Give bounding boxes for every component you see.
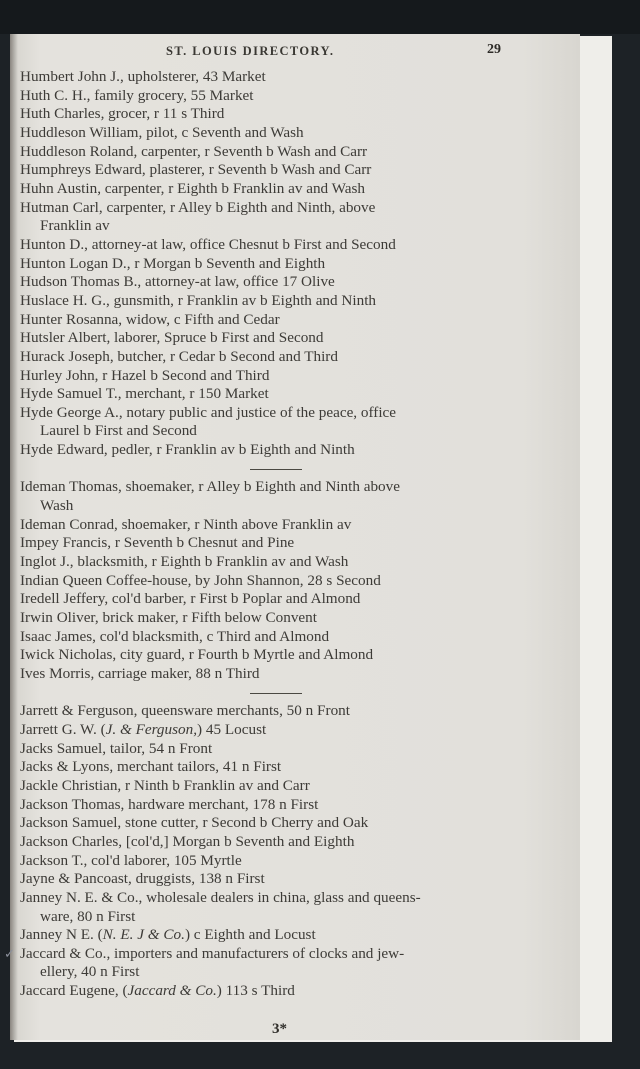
entry-text: Jackson Charles, [col'd,] Morgan b Seventh and Eighth [20,832,355,850]
entry-continuation-line [20,217,540,236]
section-divider [20,684,540,703]
entry-line [20,68,540,87]
entry-line [20,721,540,740]
entry-line [20,609,540,628]
entry-line [20,516,540,535]
entry-text: Wash [40,497,74,515]
entry-line [20,180,540,199]
entry-text: Franklin av [40,217,110,235]
entry-continuation-line [20,422,540,441]
directory-entry [20,833,540,852]
entry-text: Laurel b First and Second [40,422,197,440]
entry-text: Iwick Nicholas, city guard, r Fourth b Myrtle and Almond [20,646,374,664]
entry-text: Hunton D., attorney-at law, office Chesnut b First and Second [20,235,396,253]
directory-entry [20,758,540,777]
directory-entry [20,945,540,982]
entry-text: Impey Francis, r Seventh b Chesnut and Pine [20,534,295,552]
entry-text: Ives Morris, carriage maker, 88 n Third [20,664,260,682]
directory-entry [20,180,540,199]
entry-line [20,945,540,964]
directory-entry [20,255,540,274]
entry-text: Janney N E. ( [20,926,103,944]
entry-text: Hutsler Albert, laborer, Spruce b First and Second [20,329,324,347]
entry-text: Inglot J., blacksmith, r Eighth b Franklin av and Wash [20,553,349,571]
entry-continuation-line [20,497,540,516]
entry-line [20,385,540,404]
directory-entry [20,572,540,591]
directory-entry [20,852,540,871]
entry-text: Ideman Thomas, shoemaker, r Alley b Eighth and Ninth above [20,478,400,496]
directory-entry [20,478,540,515]
directory-entry [20,870,540,889]
entry-line [20,553,540,572]
entry-line [20,199,540,218]
entry-line [20,870,540,889]
entry-text: Hunter Rosanna, widow, c Fifth and Cedar [20,310,280,328]
entry-continuation-line [20,908,540,927]
entry-text: Huth Charles, grocer, r 11 s Third [20,105,225,123]
entry-line [20,273,540,292]
entry-text: Jarrett G. W. ( [20,720,106,738]
entry-line [20,572,540,591]
entry-text: Hyde George A., notary public and justice of the peace, office [20,403,397,421]
entry-text: Jacks & Lyons, merchant tailors, 41 n First [20,758,282,776]
entry-text: Huddleson Roland, carpenter, r Seventh b Wash and Carr [20,142,368,160]
directory-entry [20,68,540,87]
entry-line [20,628,540,647]
entry-text: Huhn Austin, carpenter, r Eighth b Franklin av and Wash [20,179,366,197]
entry-text: Jaccard Eugene, ( [20,982,128,1000]
entry-line [20,926,540,945]
page-number: 29 [487,42,501,57]
entry-text: Jarrett & Ferguson, queensware merchants, 50 n Front [20,702,350,720]
directory-entry [20,516,540,535]
directory-entry [20,105,540,124]
entry-line [20,758,540,777]
entry-text: Jaccard & Co., importers and manufacturers of clocks and jew- [20,944,405,962]
directory-entry [20,199,540,236]
directory-entry [20,628,540,647]
directory-entry [20,348,540,367]
entry-line [20,740,540,759]
entry-text: Huddleson William, pilot, c Seventh and Wash [20,123,304,141]
entry-text: Hyde Samuel T., merchant, r 150 Market [20,385,269,403]
entry-line [20,534,540,553]
page-title: ST. LOUIS DIRECTORY. [166,44,335,58]
directory-entry [20,534,540,553]
entry-text: Janney N. E. & Co., wholesale dealers in china, glass and queens- [20,888,421,906]
entry-text: Humphreys Edward, plasterer, r Seventh b Wash and Carr [20,161,372,179]
entry-text: Hudson Thomas B., attorney-at law, office 17 Olive [20,273,335,291]
entry-italic-text: J. & Ferguson, [105,720,198,738]
entry-text: Irwin Oliver, brick maker, r Fifth below Convent [20,609,317,627]
entry-line [20,982,540,1001]
entry-text: Huslace H. G., gunsmith, r Franklin av b Eighth and Ninth [20,291,377,309]
signature-mark: 3* [272,1021,287,1037]
entry-line [20,478,540,497]
directory-entry [20,926,540,945]
directory-entry [20,814,540,833]
margin-check-mark: ✓ [4,946,15,961]
directory-entry [20,609,540,628]
directory-entry [20,124,540,143]
entry-italic-text: Jaccard & Co. [127,982,217,1000]
entry-text: Iredell Jeffery, col'd barber, r First b Poplar and Almond [20,590,361,608]
directory-entry [20,143,540,162]
entry-text: ware, 80 n First [40,907,136,925]
entry-line [20,646,540,665]
directory-entry [20,441,540,460]
entry-line [20,105,540,124]
entry-line [20,796,540,815]
directory-entry [20,665,540,684]
directory-entry [20,161,540,180]
directory-entry [20,404,540,441]
entry-text: ) c Eighth and Locust [184,926,316,944]
directory-entry [20,385,540,404]
entry-line [20,311,540,330]
divider-rule [250,469,302,470]
entry-text: Indian Queen Coffee-house, by John Shannon, 28 s Second [20,571,381,589]
entry-text: ellery, 40 n First [40,963,140,981]
entry-text: Hunton Logan D., r Morgan b Seventh and Eighth [20,254,326,272]
directory-entry [20,292,540,311]
entry-continuation-line [20,963,540,982]
entry-line [20,367,540,386]
entry-line [20,889,540,908]
running-header [0,44,640,62]
entry-line [20,161,540,180]
entry-line [20,404,540,423]
directory-entry [20,889,540,926]
book-cover [0,0,640,34]
entry-italic-text: N. E. J & Co. [102,926,185,944]
entry-line [20,590,540,609]
directory-entries [20,68,540,1001]
directory-entry [20,982,540,1001]
directory-entry [20,702,540,721]
entry-text: Hurack Joseph, butcher, r Cedar b Second and Third [20,347,338,365]
section-divider [20,460,540,479]
entry-text: Jackson Samuel, stone cutter, r Second b Cherry and Oak [20,814,369,832]
entry-line [20,87,540,106]
directory-entry [20,740,540,759]
entry-text: Isaac James, col'd blacksmith, c Third and Almond [20,627,330,645]
directory-entry [20,367,540,386]
directory-entry [20,777,540,796]
divider-rule [250,693,302,694]
entry-text: Jackle Christian, r Ninth b Franklin av and Carr [20,776,310,794]
entry-line [20,441,540,460]
entry-line [20,702,540,721]
entry-line [20,348,540,367]
directory-entry [20,87,540,106]
entry-text: Hutman Carl, carpenter, r Alley b Eighth and Ninth, above [20,198,376,216]
directory-entry [20,646,540,665]
entry-line [20,292,540,311]
entry-text: Hyde Edward, pedler, r Franklin av b Eighth and Ninth [20,441,355,459]
directory-entry [20,329,540,348]
entry-text: Huth C. H., family grocery, 55 Market [20,86,254,104]
directory-entry [20,796,540,815]
directory-entry [20,273,540,292]
entry-line [20,124,540,143]
entry-text: Jacks Samuel, tailor, 54 n Front [20,739,213,757]
entry-line [20,255,540,274]
directory-entry [20,236,540,255]
entry-line [20,777,540,796]
entry-text: Jayne & Pancoast, druggists, 138 n First [20,870,265,888]
entry-text: Ideman Conrad, shoemaker, r Ninth above Franklin av [20,515,352,533]
entry-line [20,814,540,833]
entry-text: ) 113 s Third [216,982,295,1000]
entry-line [20,143,540,162]
entry-line [20,852,540,871]
entry-text: Hurley John, r Hazel b Second and Third [20,366,270,384]
entry-line [20,665,540,684]
entry-text: Jackson T., col'd laborer, 105 Myrtle [20,851,242,869]
entry-line [20,236,540,255]
entry-text: Jackson Thomas, hardware merchant, 178 n First [20,795,319,813]
entry-line [20,833,540,852]
entry-line [20,329,540,348]
directory-entry [20,721,540,740]
directory-entry [20,553,540,572]
directory-entry [20,590,540,609]
entry-text: Humbert John J., upholsterer, 43 Market [20,68,266,85]
directory-entry [20,311,540,330]
entry-text: ) 45 Locust [197,720,267,738]
